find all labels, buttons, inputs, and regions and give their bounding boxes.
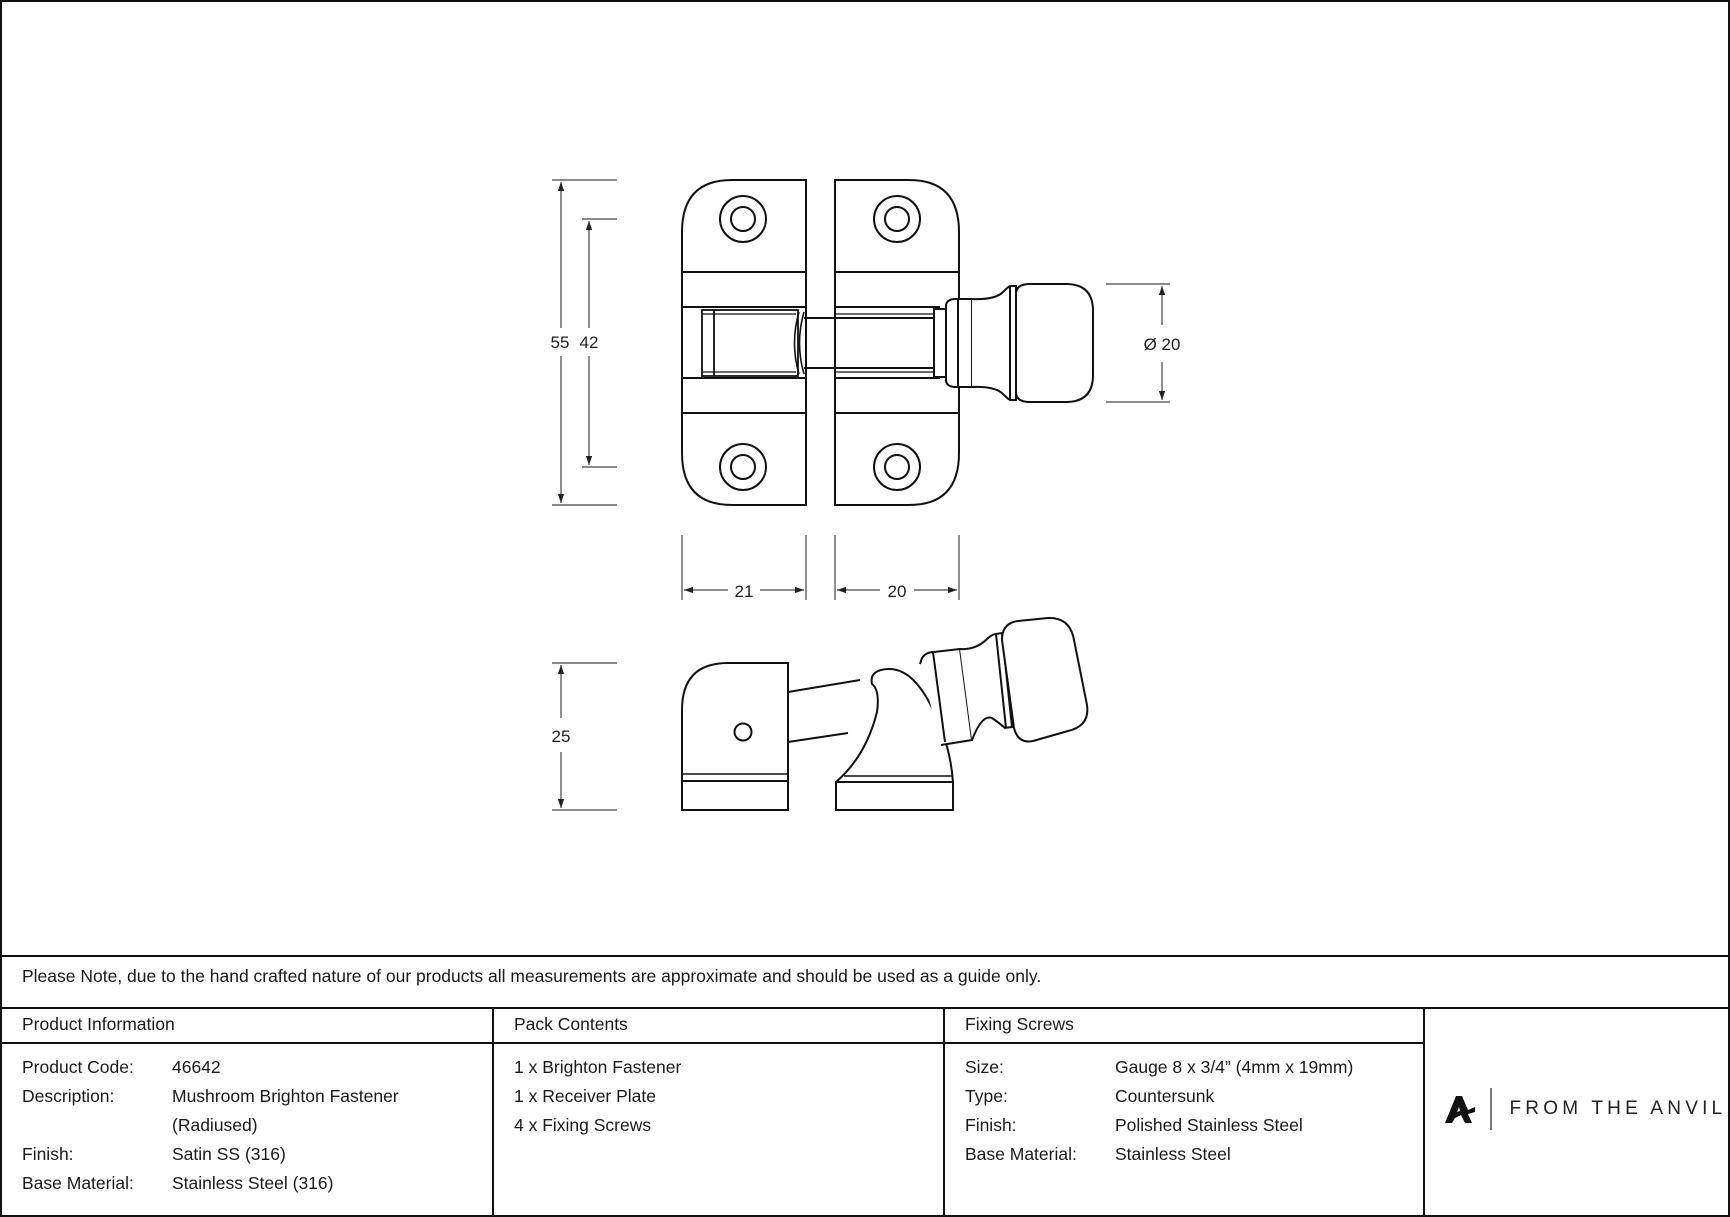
- screw-type-row: [965, 1082, 1353, 1111]
- fixing-screws-list: [965, 1053, 1353, 1169]
- dim-overall-height: 55: [550, 333, 570, 352]
- product-code-value: 46642: [172, 1057, 221, 1077]
- description-label-blank: [22, 1111, 172, 1140]
- base-material-label: Base Material:: [22, 1173, 134, 1193]
- description-value: Mushroom Brighton Fastener: [172, 1086, 399, 1106]
- table-top-rule: [2, 955, 1728, 957]
- logo-divider: [1490, 1088, 1492, 1130]
- section-header-rule: [2, 1007, 1728, 1009]
- screw-finish-label: Finish:: [965, 1115, 1017, 1135]
- front-view: [682, 180, 1093, 505]
- section-title-rule: [2, 1042, 1424, 1044]
- screw-finish-value: Polished Stainless Steel: [1115, 1115, 1303, 1135]
- screw-size-label: Size:: [965, 1057, 1004, 1077]
- product-information-title: Product Information: [22, 1014, 175, 1034]
- bolt-shaft: [804, 318, 934, 368]
- description-label: Description:: [22, 1086, 115, 1106]
- pack-contents-title: Pack Contents: [514, 1014, 628, 1034]
- description-row: [22, 1082, 399, 1111]
- screw-base-material-value: Stainless Steel: [1115, 1144, 1231, 1164]
- brand-name: FROM THE ANVIL: [1509, 1098, 1727, 1119]
- screw-base-material-row: [965, 1140, 1353, 1169]
- finish-row: [22, 1140, 399, 1169]
- product-code-row: [22, 1053, 399, 1082]
- screw-type-label: Type:: [965, 1086, 1008, 1106]
- screw-type-value: Countersunk: [1115, 1086, 1215, 1106]
- dim-receiver-width: 20: [887, 582, 907, 601]
- fixing-screws-title: Fixing Screws: [965, 1014, 1074, 1034]
- product-information-list: [22, 1053, 399, 1198]
- screw-base-material-label: Base Material:: [965, 1144, 1077, 1164]
- screw-hole: [720, 444, 766, 490]
- base-material-value: Stainless Steel (316): [172, 1173, 334, 1193]
- pack-item: 1 x Receiver Plate: [514, 1086, 657, 1106]
- finish-value: Satin SS (316): [172, 1144, 286, 1164]
- dim-knob-diameter: Ø 20: [1143, 335, 1181, 354]
- screw-size-value: Gauge 8 x 3/4” (4mm x 19mm): [1115, 1057, 1354, 1077]
- screw-hole: [874, 444, 920, 490]
- product-code-label: Product Code:: [22, 1057, 134, 1077]
- screw-size-row: [965, 1053, 1353, 1082]
- column-divider: [1423, 1007, 1425, 1215]
- fastener-plate: [682, 180, 806, 505]
- finish-label: Finish:: [22, 1144, 74, 1164]
- pack-item: 1 x Brighton Fastener: [514, 1057, 682, 1077]
- screw-hole: [874, 196, 920, 242]
- side-mushroom-knob: [1002, 618, 1087, 742]
- screw-finish-row: [965, 1111, 1353, 1140]
- column-divider: [492, 1007, 494, 1215]
- dim-side-height: 25: [551, 727, 571, 746]
- base-material-row: [22, 1169, 399, 1198]
- mushroom-knob: [1016, 284, 1093, 402]
- dim-fastener-width: 21: [734, 582, 754, 601]
- pack-item: 4 x Fixing Screws: [514, 1115, 652, 1135]
- anvil-a-logo-icon: [1444, 1094, 1476, 1124]
- measurement-note: Please Note, due to the hand crafted nature of our products all measurements are approximate and should be used as a guide only.: [22, 966, 1042, 986]
- description-value-continued: (Radiused): [172, 1115, 258, 1135]
- dim-hole-spacing: 42: [579, 333, 599, 352]
- description-row-continued: [22, 1111, 399, 1140]
- side-view: [682, 618, 1087, 810]
- column-divider: [943, 1007, 945, 1215]
- pack-contents-list: [514, 1053, 681, 1140]
- brand-logo: [1444, 1088, 1726, 1130]
- screw-hole: [720, 196, 766, 242]
